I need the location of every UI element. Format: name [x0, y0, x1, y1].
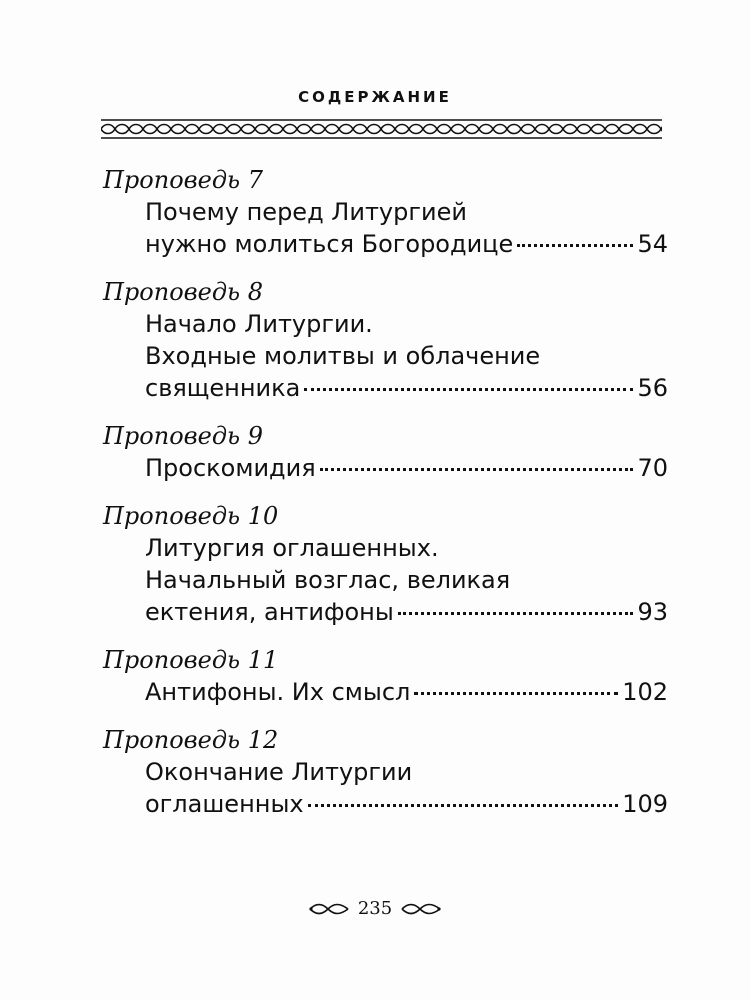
- entry-title-text: Антифоны. Их смысл: [145, 678, 411, 706]
- page-title: СОДЕРЖАНИЕ: [298, 88, 452, 106]
- page-number: 70: [637, 454, 668, 482]
- entry-title-line: [103, 372, 668, 404]
- entry-title-line: Начало Литургии.: [145, 310, 373, 338]
- entry-title-text: священника: [145, 374, 301, 402]
- dot-leader: [414, 692, 618, 695]
- toc-entry[interactable]: [103, 420, 668, 484]
- entry-title-text: оглашенных: [145, 790, 304, 818]
- dot-leader: [398, 612, 634, 615]
- sermon-heading: Проповедь 8: [103, 278, 263, 306]
- dot-leader: [308, 804, 619, 807]
- page-number: 93: [637, 598, 668, 626]
- entry-title-line: Начальный возглас, великая: [145, 566, 511, 594]
- sermon-heading: Проповедь 9: [103, 422, 263, 450]
- entry-title-line: [103, 788, 668, 820]
- sermon-heading: Проповедь 10: [103, 502, 279, 530]
- entry-title-line: Входные молитвы и облачение: [145, 342, 541, 370]
- dot-leader: [304, 388, 633, 391]
- entry-title-line: Литургия оглашенных.: [145, 534, 439, 562]
- toc-entry[interactable]: [103, 276, 668, 404]
- entry-title-text: Проскомидия: [145, 454, 316, 482]
- page-number-footer: 235: [357, 898, 393, 919]
- entry-title-line: [103, 676, 668, 708]
- ornamental-divider: [101, 118, 662, 140]
- entry-title-line: Почему перед Литургией: [145, 198, 467, 226]
- toc-entry[interactable]: [103, 500, 668, 628]
- toc-entry[interactable]: [103, 724, 668, 820]
- sermon-heading: Проповедь 12: [103, 726, 279, 754]
- dot-leader: [517, 244, 633, 247]
- entry-title-text: нужно молиться Богородице: [145, 230, 514, 258]
- toc-entry[interactable]: [103, 644, 668, 708]
- toc-entry[interactable]: [103, 164, 668, 260]
- entry-title-text: ектения, антифоны: [145, 598, 394, 626]
- right-ornament-icon: [400, 902, 442, 916]
- entry-title-line: [103, 452, 668, 484]
- left-ornament-icon: [308, 902, 350, 916]
- entry-title-line: [103, 228, 668, 260]
- entry-title-line: Окончание Литургии: [145, 758, 413, 786]
- table-of-contents: [103, 164, 668, 836]
- sermon-heading: Проповедь 11: [103, 646, 279, 674]
- page-number: 56: [637, 374, 668, 402]
- sermon-heading: Проповедь 7: [103, 166, 263, 194]
- page-number: 102: [622, 678, 668, 706]
- page-footer: [0, 898, 750, 919]
- entry-title-line: [103, 596, 668, 628]
- page-number: 109: [622, 790, 668, 818]
- dot-leader: [320, 468, 634, 471]
- page-number: 54: [637, 230, 668, 258]
